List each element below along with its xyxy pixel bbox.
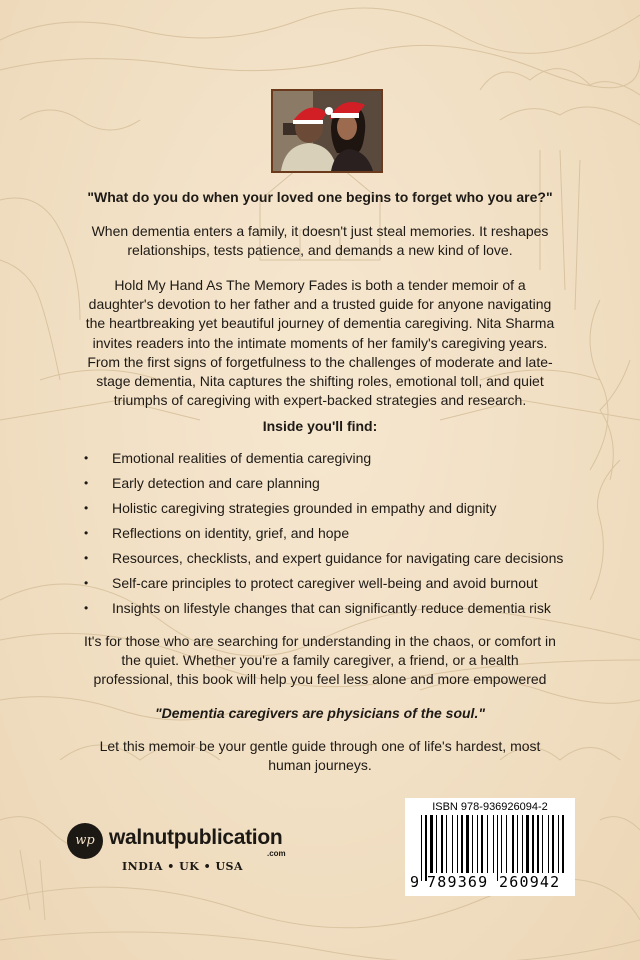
barcode-digits-right: 260942 bbox=[499, 873, 561, 891]
publisher-regions: INDIA • UK • USA bbox=[122, 860, 244, 873]
inside-heading: Inside you'll find: bbox=[262, 418, 378, 434]
author-photo bbox=[271, 89, 383, 173]
bullet-icon: • bbox=[84, 576, 89, 590]
barcode-bar bbox=[537, 815, 539, 873]
barcode-bar bbox=[552, 815, 554, 873]
barcode-bar bbox=[466, 815, 469, 873]
list-item bbox=[84, 474, 584, 499]
bullet-icon: • bbox=[84, 476, 89, 490]
barcode-bar bbox=[517, 815, 518, 873]
publisher-name: walnutpublication bbox=[109, 826, 283, 849]
barcode-bar bbox=[493, 815, 494, 873]
bullet-icon: • bbox=[84, 451, 89, 465]
list-item-text: Early detection and care planning bbox=[112, 475, 320, 491]
barcode-bar bbox=[501, 815, 502, 873]
barcode-bar bbox=[477, 815, 478, 873]
barcode-bar bbox=[446, 815, 447, 873]
barcode-bar bbox=[532, 815, 534, 873]
intro-paragraph: When dementia enters a family, it doesn't just steal memories. It reshapes relationships, tests patience, and demands a new kind of love. bbox=[91, 223, 549, 258]
barcode-bar bbox=[526, 815, 529, 873]
description-paragraph: Hold My Hand As The Memory Fades is both a tender memoir of a daughter's devotion to her father and a trusted guide for anyone navigating the heartbreaking yet beautiful journey of dementia caregiving. Nita Sharma invites readers into the intimate moments of her family's caregiving years. From the first signs of forgetfulness to the challenges of moderate and late-stage dementia, Nita captures the shifting roles, emotional toll, and quiet triumphs of caregiving with expert-backed strategies and research. bbox=[85, 277, 555, 409]
publisher-domain: .com bbox=[267, 849, 286, 858]
barcode-bar bbox=[506, 815, 507, 873]
barcode-bar bbox=[512, 815, 514, 873]
list-item bbox=[84, 549, 584, 574]
barcode-bar bbox=[430, 815, 433, 873]
barcode-bar bbox=[481, 815, 483, 873]
bullet-icon: • bbox=[84, 551, 89, 565]
list-item bbox=[84, 599, 584, 624]
bullet-icon: • bbox=[84, 501, 89, 515]
isbn-barcode bbox=[405, 798, 575, 896]
publisher-logo-icon: wp bbox=[67, 823, 103, 859]
barcode-bar bbox=[522, 815, 523, 873]
barcode-bar bbox=[472, 815, 473, 873]
list-item bbox=[84, 574, 584, 599]
list-item-text: Holistic caregiving strategies grounded in empathy and dignity bbox=[112, 500, 497, 516]
list-item-text: Resources, checklists, and expert guidance for navigating care decisions bbox=[112, 550, 564, 566]
bullet-icon: • bbox=[84, 526, 89, 540]
barcode-bar bbox=[487, 815, 488, 873]
list-item-text: Reflections on identity, grief, and hope bbox=[112, 525, 350, 541]
barcode-bar bbox=[542, 815, 543, 873]
barcode-digits-left: 789369 bbox=[427, 873, 489, 891]
bullet-icon: • bbox=[84, 601, 89, 615]
final-line: Let this memoir be your gentle guide through one of life's hardest, most human journeys. bbox=[99, 738, 541, 773]
closing-paragraph: It's for those who are searching for understanding in the chaos, or comfort in the quiet. Whether you're a family caregiver, a friend, or a health professional, this book will help you feel less alone and more empowered bbox=[84, 633, 556, 687]
publisher-logo bbox=[67, 823, 307, 883]
isbn-label: ISBN 978-936926094-2 bbox=[432, 801, 548, 813]
barcode-bar bbox=[452, 815, 453, 873]
barcode-bar bbox=[457, 815, 458, 873]
list-item-text: Emotional realities of dementia caregiving bbox=[112, 450, 372, 466]
features-list bbox=[84, 449, 584, 624]
opening-quote: "What do you do when your loved one begins to forget who you are?" bbox=[87, 189, 553, 205]
barcode-bar bbox=[441, 815, 443, 873]
barcode-bar bbox=[425, 815, 427, 881]
barcode-digit-first: 9 bbox=[410, 873, 420, 891]
barcode-bar bbox=[421, 815, 422, 881]
barcode-bar bbox=[436, 815, 437, 873]
list-item bbox=[84, 449, 584, 474]
list-item-text: Insights on lifestyle changes that can significantly reduce dementia risk bbox=[112, 600, 551, 616]
barcode-bar bbox=[461, 815, 463, 873]
list-item bbox=[84, 524, 584, 549]
list-item-text: Self-care principles to protect caregiver well-being and avoid burnout bbox=[112, 575, 538, 591]
list-item bbox=[84, 499, 584, 524]
barcode-bar bbox=[548, 815, 549, 873]
closing-quote: "Dementia caregivers are physicians of the soul." bbox=[155, 705, 485, 721]
barcode-bar bbox=[562, 815, 564, 873]
barcode-bar bbox=[497, 815, 498, 881]
barcode-bar bbox=[558, 815, 559, 873]
